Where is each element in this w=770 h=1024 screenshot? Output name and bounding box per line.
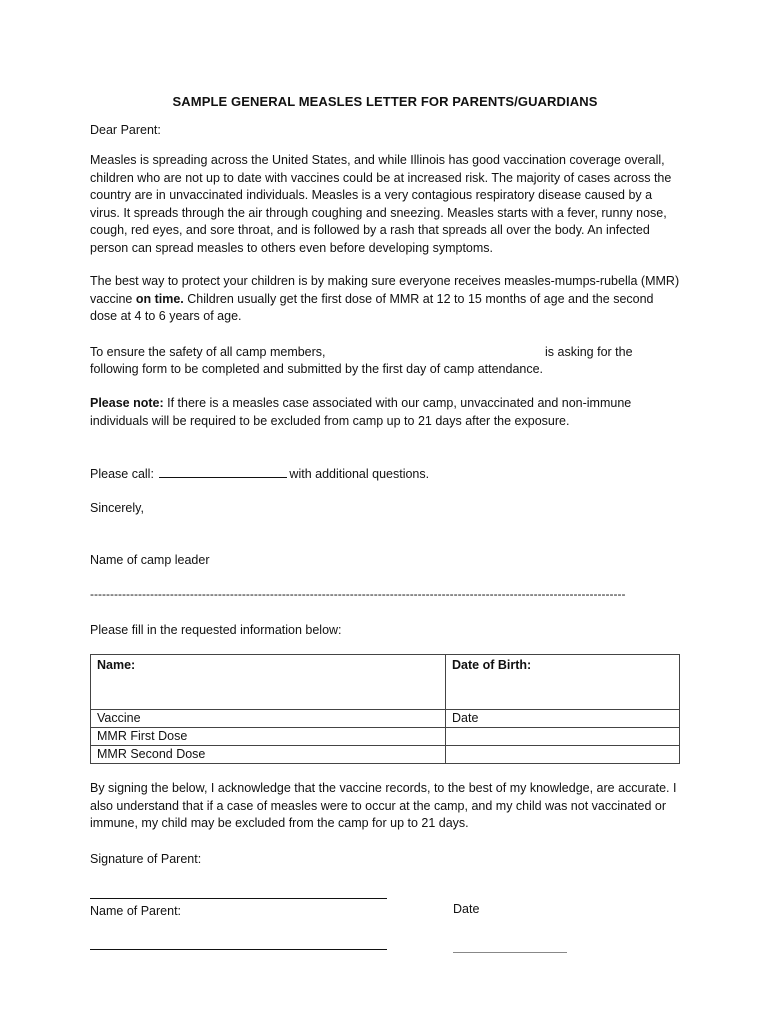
closing: Sincerely, — [90, 501, 144, 515]
date-label: Date — [453, 902, 480, 916]
salutation: Dear Parent: — [90, 123, 161, 137]
table-row — [91, 728, 680, 746]
protection-text-1: The best way to protect your children is by making sure everyone receives measles-mumps-rubella (MMR) vaccine — [90, 274, 680, 306]
protection-text-2: Children usually get the first dose of MMR at 12 to 15 months of age and the second dose at 4 to 6 years of age. — [90, 291, 654, 324]
table-row — [91, 746, 680, 764]
name-label: Name: — [97, 658, 136, 672]
call-suffix: with additional questions. — [289, 467, 430, 481]
note-label: Please note: — [90, 396, 164, 410]
safety-text-line2: following form to be completed and submitted by the first day of camp attendance. — [90, 362, 544, 376]
dose-date-field[interactable] — [446, 746, 680, 764]
intro-paragraph: Measles is spreading across the United States, and while Illinois has good vaccination coverage overall, children who are not up to date with vaccines could be at increased risk. The majority of cases across the country are in unvaccinated individuals. Measles is a very contagious respiratory disease caused by a virus. It spreads through the air through coughing and sneezing. Measles starts with a fever, runny nose, cough, red eyes, and sore throat, and is followed by a rash that spreads all over the body. An infected person can spread measles to others even before developing symptoms. — [90, 153, 672, 255]
fill-instruction: Please fill in the requested information below: — [90, 623, 342, 637]
vaccine-header: Vaccine — [91, 710, 446, 728]
vaccine-name: MMR Second Dose — [91, 746, 446, 764]
signature-line-field[interactable] — [90, 898, 387, 899]
safety-text-left: To ensure the safety of all camp members, — [90, 345, 326, 359]
call-line — [90, 465, 429, 483]
name-cell[interactable] — [91, 655, 446, 710]
date-header: Date — [446, 710, 680, 728]
dose-date-field[interactable] — [446, 728, 680, 746]
safety-text-right: is asking for the — [545, 345, 633, 359]
camp-leader-label: Name of camp leader — [90, 553, 210, 567]
vaccine-name: MMR First Dose — [91, 728, 446, 746]
protection-emphasis: on time. — [135, 291, 184, 306]
phone-blank-field[interactable] — [159, 465, 287, 478]
parent-name-line-field[interactable] — [90, 949, 387, 950]
dob-label: Date of Birth: — [452, 658, 532, 672]
parent-name-label: Name of Parent: — [90, 904, 182, 918]
vaccination-form-table — [90, 654, 680, 764]
acknowledgement-paragraph: By signing the below, I acknowledge that the vaccine records, to the best of my knowledge, are accurate. I also understand that if a case of measles were to occur at the camp, and my child was not vaccinated or immune, my child may be excluded from the camp for up to 21 days. — [90, 781, 677, 831]
signature-label: Signature of Parent: — [90, 852, 202, 866]
call-prefix: Please call: — [90, 467, 154, 481]
date-line-field[interactable] — [453, 952, 567, 953]
page-title: SAMPLE GENERAL MEASLES LETTER FOR PARENTS/GUARDIANS — [172, 94, 598, 109]
note-text: If there is a measles case associated with our camp, unvaccinated and non-immune individuals will be required to be excluded from camp up to 21 days after the exposure. — [90, 396, 632, 428]
note-paragraph — [90, 395, 682, 430]
protection-paragraph — [90, 273, 682, 326]
cut-separator: -------------------------------------------------------------------------------------------------------------------------------------- — [90, 587, 626, 601]
dob-cell[interactable] — [446, 655, 680, 710]
